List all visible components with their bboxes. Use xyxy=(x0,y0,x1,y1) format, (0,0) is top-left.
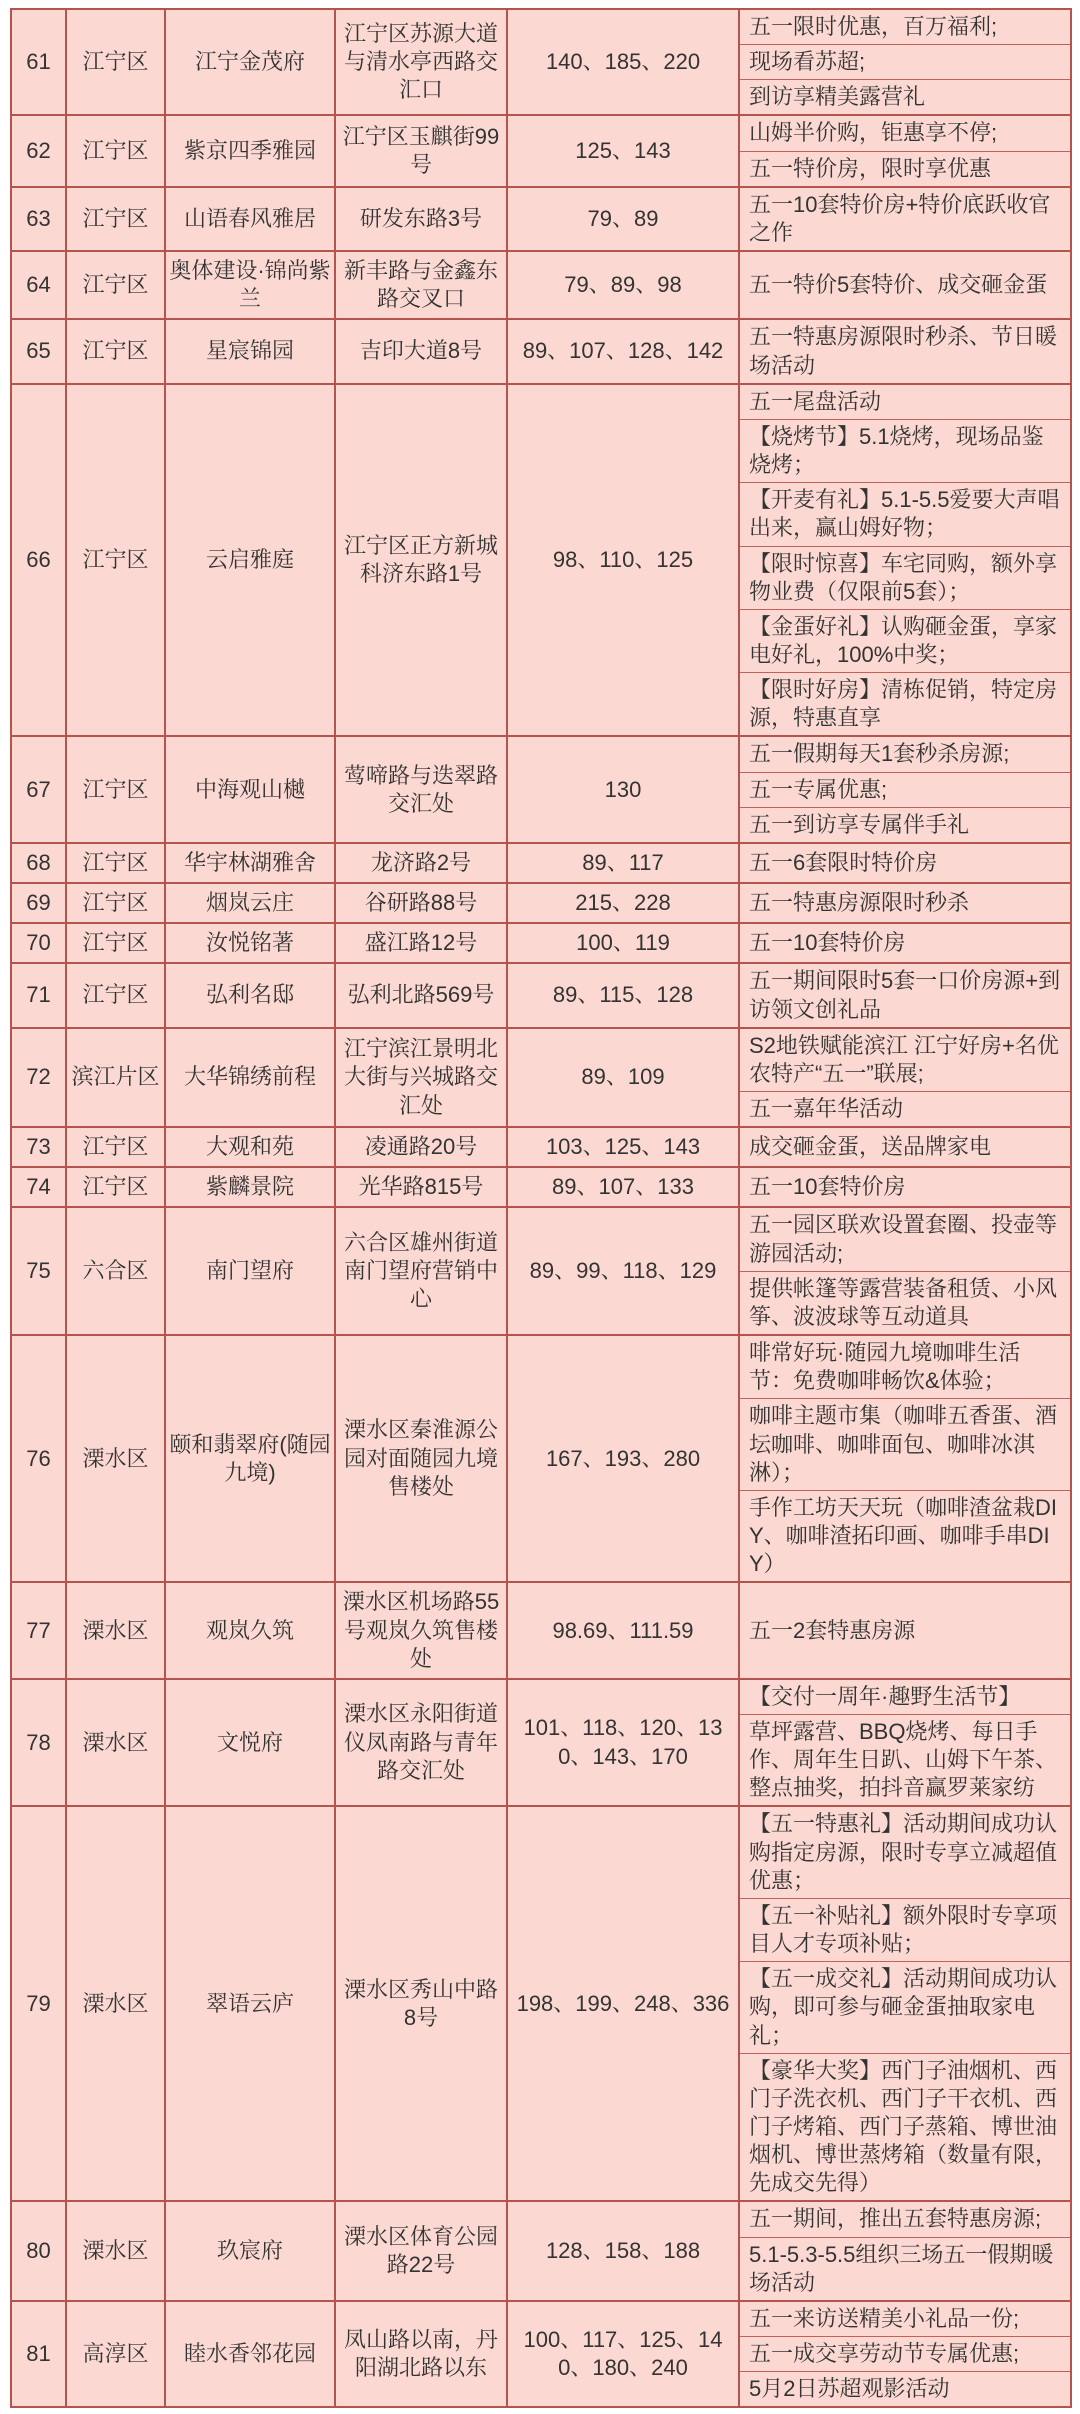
property-name-cell: 大华锦绣前程 xyxy=(164,1029,334,1126)
unit-sizes-cell: 198、199、248、336 xyxy=(506,1807,738,2200)
table-row xyxy=(12,383,1070,736)
district-cell: 江宁区 xyxy=(65,10,164,114)
table-row xyxy=(12,318,1070,382)
unit-sizes-cell: 100、117、125、140、180、240 xyxy=(506,2302,738,2406)
activity-item: 【豪华大奖】西门子油烟机、西门子洗衣机、西门子干衣机、西门子烤箱、西门子蒸箱、博世油烟机、博世蒸烤箱（数量有限，先成交先得） xyxy=(740,2053,1070,2201)
activities-cell xyxy=(738,385,1070,736)
row-number-cell: 65 xyxy=(26,338,51,364)
activity-item: 五一成交享劳动节专属优惠; xyxy=(740,2336,1070,2371)
activity-item: 五一尾盘活动 xyxy=(749,388,882,414)
activity-item: 【开麦有礼】5.1-5.5爱要大声唱出来，赢山姆好物； xyxy=(740,482,1070,545)
activity-item: 五一特价5套特价、成交砸金蛋 xyxy=(749,272,1048,298)
address-cell: 新丰路与金鑫东路交叉口 xyxy=(334,252,506,318)
address-cell: 江宁滨江景明北大街与兴城路交汇处 xyxy=(334,1029,506,1126)
activity-item: 山姆半价购，钜惠享不停; xyxy=(749,120,998,146)
property-name-cell: 汝悦铭著 xyxy=(164,924,334,962)
district-cell: 六合区 xyxy=(65,1208,164,1334)
activity-item: 5月2日苏超观影活动 xyxy=(740,2371,1070,2406)
property-name-cell: 星宸锦园 xyxy=(164,320,334,382)
unit-sizes-cell: 79、89 xyxy=(506,188,738,250)
address-cell: 江宁区苏源大道与清水亭西路交汇口 xyxy=(334,10,506,114)
activity-item: 【五一成交礼】活动期间成功认购，即可参与砸金蛋抽取家电礼； xyxy=(740,1961,1070,2052)
property-name-cell: 奥体建设·锦尚紫兰 xyxy=(164,252,334,318)
activities-cell xyxy=(738,116,1070,185)
activity-item: 五一6套限时特价房 xyxy=(749,849,938,875)
table-row xyxy=(12,1581,1070,1677)
activity-item: 五一园区联欢设置套圈、投壶等游园活动; xyxy=(749,1212,1058,1266)
property-name-cell: 文悦府 xyxy=(164,1680,334,1806)
unit-sizes-cell: 98.69、111.59 xyxy=(506,1583,738,1677)
activity-item: 【交付一周年·趣野生活节】 xyxy=(749,1683,1021,1709)
property-name-cell: 云启雅庭 xyxy=(164,385,334,736)
activities-cell xyxy=(738,1168,1070,1206)
activities-cell xyxy=(738,1336,1070,1581)
table-row xyxy=(12,842,1070,882)
district-cell: 溧水区 xyxy=(65,1336,164,1581)
activity-item: 提供帐篷等露营装备租赁、小风筝、波波球等互动道具 xyxy=(740,1271,1070,1334)
activity-item: 五一特惠房源限时秒杀、节日暖场活动 xyxy=(749,324,1058,378)
table-row xyxy=(12,1206,1070,1334)
activity-item: 到访享精美露营礼 xyxy=(740,79,1070,114)
address-cell: 六合区雄州街道南门望府营销中心 xyxy=(334,1208,506,1334)
unit-sizes-cell: 89、107、128、142 xyxy=(506,320,738,382)
table-row xyxy=(12,186,1070,250)
row-number-cell: 61 xyxy=(26,49,51,75)
property-name-cell: 紫京四季雅园 xyxy=(164,116,334,185)
district-cell: 溧水区 xyxy=(65,1807,164,2200)
address-cell: 龙济路2号 xyxy=(334,844,506,882)
row-number-cell: 70 xyxy=(26,930,51,956)
unit-sizes-cell: 89、109 xyxy=(506,1029,738,1126)
activity-item: 成交砸金蛋，送品牌家电 xyxy=(749,1134,992,1160)
activities-cell xyxy=(738,964,1070,1026)
table-row xyxy=(12,882,1070,922)
district-cell: 江宁区 xyxy=(65,320,164,382)
address-cell: 溧水区秦淮源公园对面随园九境售楼处 xyxy=(334,1336,506,1581)
activity-item: 五一限时优惠，百万福利; xyxy=(749,14,998,39)
property-name-cell: 观岚久筑 xyxy=(164,1583,334,1677)
unit-sizes-cell: 79、89、98 xyxy=(506,252,738,318)
row-number-cell: 64 xyxy=(26,272,51,298)
property-name-cell: 山语春风雅居 xyxy=(164,188,334,250)
activities-cell xyxy=(738,1680,1070,1806)
activities-cell xyxy=(738,252,1070,318)
activity-item: S2地铁赋能滨江 江宁好房+名优农特产“五一”联展; xyxy=(749,1032,1059,1086)
activity-item: 五一专属优惠; xyxy=(740,772,1070,807)
district-cell: 江宁区 xyxy=(65,188,164,250)
property-name-cell: 南门望府 xyxy=(164,1208,334,1334)
row-number-cell: 67 xyxy=(26,776,51,802)
activity-item: 五一期间限时5套一口价房源+到访领文创礼品 xyxy=(749,968,1061,1022)
activity-item: 啡常好玩·随园九境咖啡生活节：免费咖啡畅饮&体验； xyxy=(749,1340,1021,1394)
activity-item: 【五一补贴礼】额外限时专享项目人才专项补贴； xyxy=(740,1898,1070,1961)
activity-item: 【五一特惠礼】活动期间成功认购指定房源，限时专享立减超值优惠； xyxy=(749,1811,1058,1893)
district-cell: 江宁区 xyxy=(65,737,164,841)
property-name-cell: 紫麟景院 xyxy=(164,1168,334,1206)
table-row xyxy=(12,2200,1070,2299)
activities-cell xyxy=(738,924,1070,962)
address-cell: 溧水区永阳街道仪凤南路与青年路交汇处 xyxy=(334,1680,506,1806)
row-number-cell: 73 xyxy=(26,1134,51,1160)
activity-item: 五一嘉年华活动 xyxy=(740,1091,1070,1126)
activity-item: 五一到访享专属伴手礼 xyxy=(740,807,1070,842)
property-name-cell: 大观和苑 xyxy=(164,1128,334,1166)
district-cell: 江宁区 xyxy=(65,1128,164,1166)
table-row xyxy=(12,1678,1070,1806)
unit-sizes-cell: 215、228 xyxy=(506,884,738,922)
row-number-cell: 81 xyxy=(26,2341,51,2367)
activity-item: 五一10套特价房 xyxy=(749,1174,906,1200)
activities-cell xyxy=(738,10,1070,114)
row-number-cell: 79 xyxy=(26,1990,51,2016)
address-cell: 江宁区玉麒街99号 xyxy=(334,116,506,185)
activity-item: 草坪露营、BBQ烧烤、每日手作、周年生日趴、山姆下午茶、整点抽奖，拍抖音赢罗莱家纺 xyxy=(740,1714,1070,1805)
property-name-cell: 玖宸府 xyxy=(164,2202,334,2299)
row-number-cell: 69 xyxy=(26,890,51,916)
activities-cell xyxy=(738,884,1070,922)
district-cell: 溧水区 xyxy=(65,1680,164,1806)
activity-item: 五一特价房，限时享优惠 xyxy=(740,151,1070,186)
row-number-cell: 80 xyxy=(26,2238,51,2264)
row-number-cell: 77 xyxy=(26,1617,51,1643)
table-row xyxy=(12,1166,1070,1206)
row-number-cell: 72 xyxy=(26,1064,51,1090)
activities-cell xyxy=(738,320,1070,382)
activity-item: 【限时惊喜】车宅同购，额外享物业费（仅限前5套）； xyxy=(740,546,1070,609)
activity-item: 五一10套特价房 xyxy=(749,930,906,956)
unit-sizes-cell: 89、115、128 xyxy=(506,964,738,1026)
district-cell: 江宁区 xyxy=(65,385,164,736)
district-cell: 江宁区 xyxy=(65,1168,164,1206)
activities-cell xyxy=(738,1029,1070,1126)
district-cell: 高淳区 xyxy=(65,2302,164,2406)
address-cell: 研发东路3号 xyxy=(334,188,506,250)
activities-cell xyxy=(738,1208,1070,1334)
address-cell: 凌通路20号 xyxy=(334,1128,506,1166)
activities-cell xyxy=(738,1128,1070,1166)
district-cell: 江宁区 xyxy=(65,884,164,922)
unit-sizes-cell: 167、193、280 xyxy=(506,1336,738,1581)
district-cell: 江宁区 xyxy=(65,252,164,318)
unit-sizes-cell: 140、185、220 xyxy=(506,10,738,114)
row-number-cell: 75 xyxy=(26,1258,51,1284)
unit-sizes-cell: 89、99、118、129 xyxy=(506,1208,738,1334)
table-row xyxy=(12,1027,1070,1126)
unit-sizes-cell: 100、119 xyxy=(506,924,738,962)
table-row xyxy=(12,10,1070,114)
property-name-cell: 中海观山樾 xyxy=(164,737,334,841)
district-cell: 滨江片区 xyxy=(65,1029,164,1126)
address-cell: 凤山路以南，丹阳湖北路以东 xyxy=(334,2302,506,2406)
activity-item: 5.1-5.3-5.5组织三场五一假期暖场活动 xyxy=(740,2237,1070,2300)
activities-cell xyxy=(738,2202,1070,2299)
unit-sizes-cell: 103、125、143 xyxy=(506,1128,738,1166)
unit-sizes-cell: 101、118、120、130、143、170 xyxy=(506,1680,738,1806)
row-number-cell: 68 xyxy=(26,849,51,875)
address-cell: 溧水区秀山中路8号 xyxy=(334,1807,506,2200)
property-name-cell: 烟岚云庄 xyxy=(164,884,334,922)
district-cell: 溧水区 xyxy=(65,1583,164,1677)
property-name-cell: 江宁金茂府 xyxy=(164,10,334,114)
row-number-cell: 63 xyxy=(26,205,51,231)
table-row xyxy=(12,114,1070,185)
address-cell: 盛江路12号 xyxy=(334,924,506,962)
row-number-cell: 76 xyxy=(26,1445,51,1471)
table-row xyxy=(12,962,1070,1026)
address-cell: 光华路815号 xyxy=(334,1168,506,1206)
row-number-cell: 62 xyxy=(26,138,51,164)
property-name-cell: 华宇林湖雅舍 xyxy=(164,844,334,882)
activities-cell xyxy=(738,1807,1070,2200)
table-row xyxy=(12,250,1070,318)
activity-item: 【金蛋好礼】认购砸金蛋，享家电好礼，100%中奖； xyxy=(740,609,1070,672)
table-row xyxy=(12,735,1070,841)
activity-item: 五一期间，推出五套特惠房源; xyxy=(749,2206,1042,2232)
unit-sizes-cell: 125、143 xyxy=(506,116,738,185)
row-number-cell: 71 xyxy=(26,982,51,1008)
activities-cell xyxy=(738,188,1070,250)
activities-cell xyxy=(738,844,1070,882)
district-cell: 溧水区 xyxy=(65,2202,164,2299)
address-cell: 谷研路88号 xyxy=(334,884,506,922)
property-promo-table xyxy=(10,8,1072,2408)
activity-item: 五一特惠房源限时秒杀 xyxy=(749,890,970,916)
address-cell: 溧水区体育公园路22号 xyxy=(334,2202,506,2299)
address-cell: 弘利北路569号 xyxy=(334,964,506,1026)
table-row xyxy=(12,1334,1070,1581)
address-cell: 吉印大道8号 xyxy=(334,320,506,382)
unit-sizes-cell: 98、110、125 xyxy=(506,385,738,736)
row-number-cell: 66 xyxy=(26,547,51,572)
unit-sizes-cell: 89、107、133 xyxy=(506,1168,738,1206)
district-cell: 江宁区 xyxy=(65,924,164,962)
unit-sizes-cell: 128、158、188 xyxy=(506,2202,738,2299)
district-cell: 江宁区 xyxy=(65,964,164,1026)
unit-sizes-cell: 130 xyxy=(506,737,738,841)
activity-item: 咖啡主题市集（咖啡五香蛋、酒坛咖啡、咖啡面包、咖啡冰淇淋）； xyxy=(740,1398,1070,1489)
unit-sizes-cell: 89、117 xyxy=(506,844,738,882)
row-number-cell: 74 xyxy=(26,1174,51,1200)
property-name-cell: 翠语云庐 xyxy=(164,1807,334,2200)
property-name-cell: 颐和翡翠府(随园九境) xyxy=(164,1336,334,1581)
address-cell: 溧水区机场路55号观岚久筑售楼处 xyxy=(334,1583,506,1677)
activity-item: 五一10套特价房+特价底跃收官之作 xyxy=(749,191,1051,245)
district-cell: 江宁区 xyxy=(65,844,164,882)
address-cell: 莺啼路与迭翠路交汇处 xyxy=(334,737,506,841)
address-cell: 江宁区正方新城科济东路1号 xyxy=(334,385,506,736)
activities-cell xyxy=(738,1583,1070,1677)
table-row xyxy=(12,1126,1070,1166)
property-name-cell: 弘利名邸 xyxy=(164,964,334,1026)
row-number-cell: 78 xyxy=(26,1729,51,1755)
table-row xyxy=(12,1805,1070,2200)
activity-item: 【烧烤节】5.1烧烤，现场品鉴烧烤； xyxy=(740,419,1070,482)
property-name-cell: 睦水香邻花园 xyxy=(164,2302,334,2406)
activity-item: 手作工坊天天玩（咖啡渣盆栽DIY、咖啡渣拓印画、咖啡手串DIY） xyxy=(740,1490,1070,1581)
activities-cell xyxy=(738,2302,1070,2406)
activity-item: 【限时好房】清栋促销，特定房源，特惠直享 xyxy=(740,672,1070,735)
table-row xyxy=(12,2300,1070,2406)
activity-item: 五一来访送精美小礼品一份; xyxy=(749,2305,1020,2331)
activity-item: 五一假期每天1套秒杀房源; xyxy=(749,741,1010,767)
table-row xyxy=(12,922,1070,962)
district-cell: 江宁区 xyxy=(65,116,164,185)
activity-item: 五一2套特惠房源 xyxy=(749,1617,916,1643)
activity-item: 现场看苏超; xyxy=(740,44,1070,79)
activities-cell xyxy=(738,737,1070,841)
